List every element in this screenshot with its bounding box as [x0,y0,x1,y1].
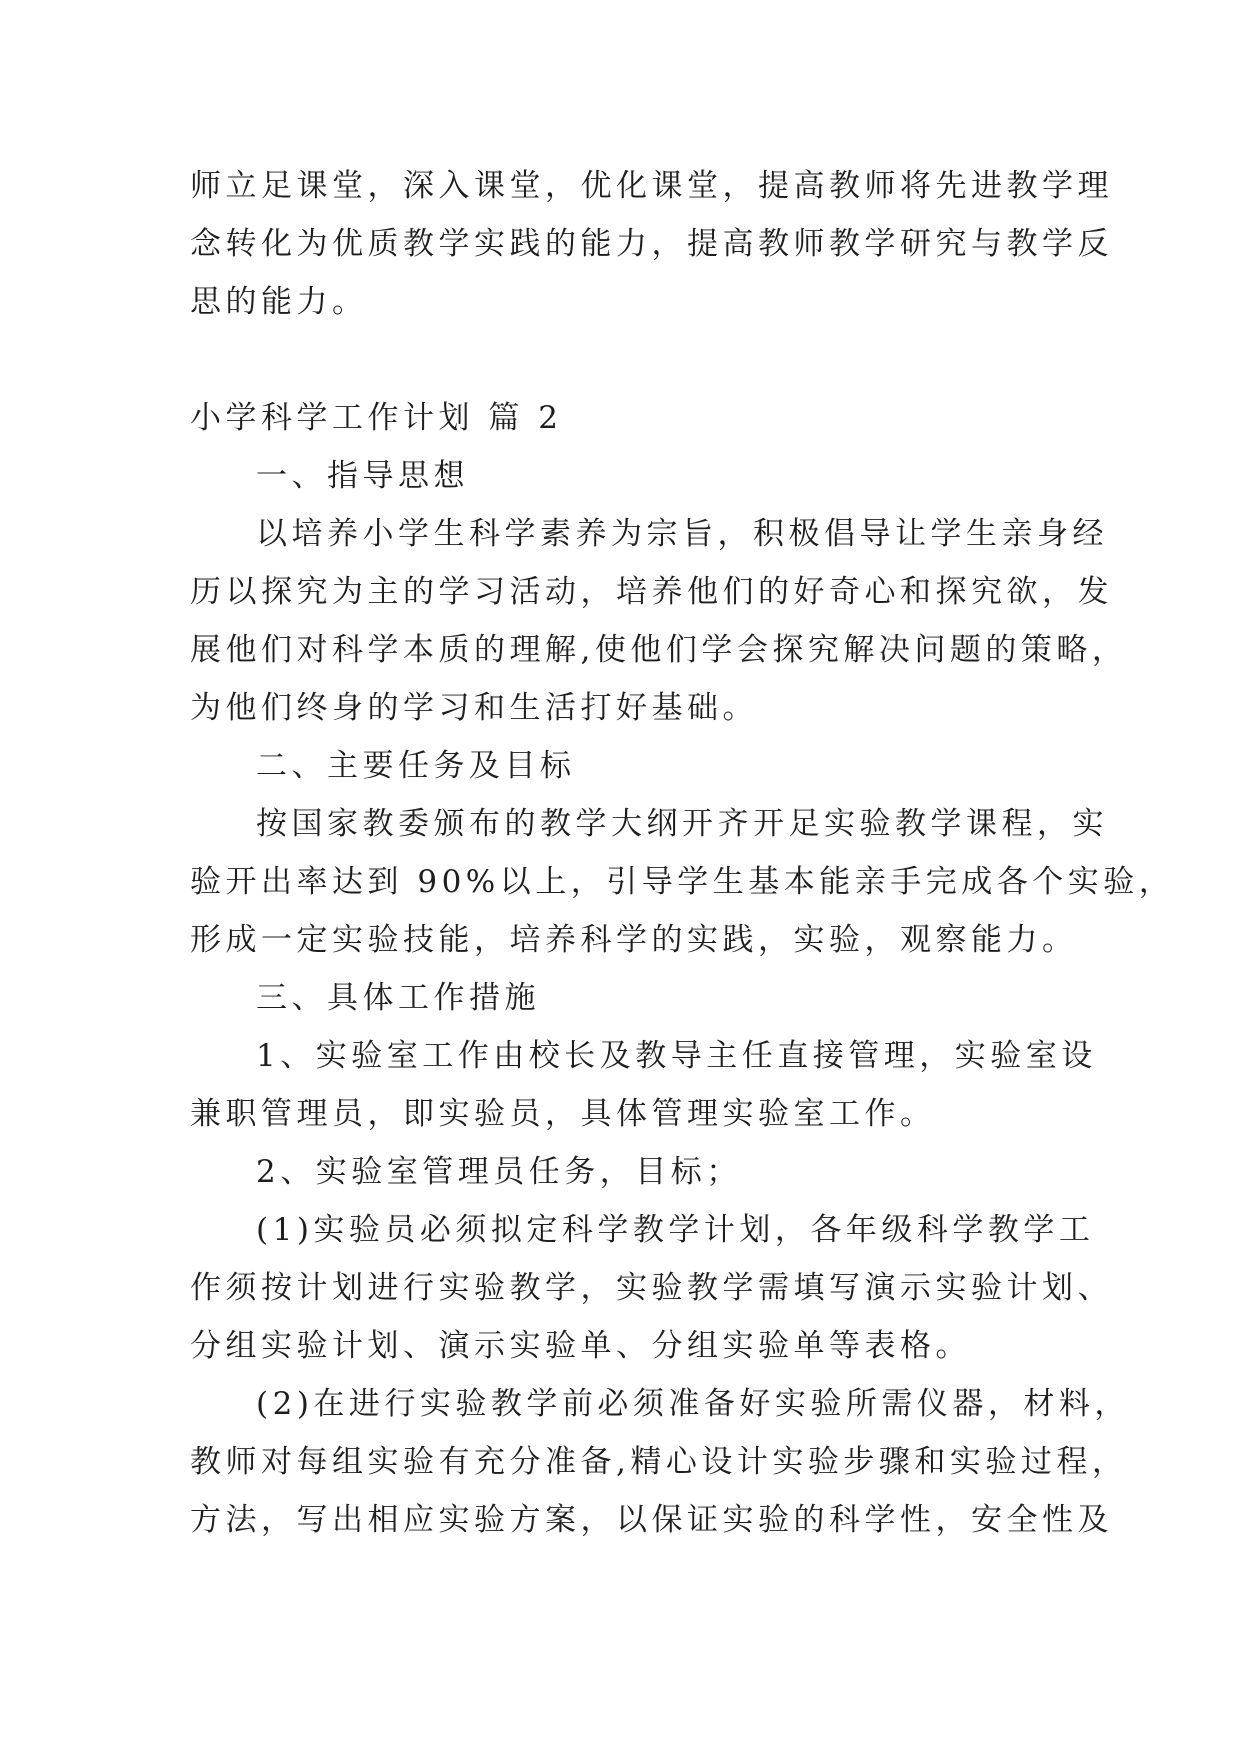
text-line: 方法，写出相应实验方案，以保证实验的科学性，安全性及 [190,1502,1113,1538]
text-line: 作须按计划进行实验教学，实验教学需填写演示实验计划、 [190,1270,1113,1306]
text-line: (2)在进行实验教学前必须准备好实验所需仪器，材料， [256,1386,1130,1422]
text-line: 分组实验计划、演示实验单、分组实验单等表格。 [190,1328,971,1364]
text-line: 验开出率达到 90%以上，引导学生基本能亲手完成各个实验， [190,864,1175,900]
text-line: 念转化为优质教学实践的能力，提高教师教学研究与教学反 [190,226,1113,262]
text-line: 教师对每组实验有充分准备,精心设计实验步骤和实验过程， [190,1444,1128,1480]
text-line: 1、实验室工作由校长及教导主任直接管理，实验室设 [256,1038,1097,1074]
text-line: 师立足课堂，深入课堂，优化课堂，提高教师将先进教学理 [190,168,1113,204]
text-line: 为他们终身的学习和生活打好基础。 [190,690,758,726]
text-line: 展他们对科学本质的理解,使他们学会探究解决问题的策略， [190,632,1128,668]
text-line: 兼职管理员，即实验员，具体管理实验室工作。 [190,1096,936,1132]
text-line: 以培养小学生科学素养为宗旨，积极倡导让学生亲身经 [256,516,1108,552]
text-line: 思的能力。 [190,284,368,320]
text-line: 形成一定实验技能，培养科学的实践，实验，观察能力。 [190,922,1078,958]
heading-measures: 三、具体工作措施 [256,980,540,1016]
section-title: 小学科学工作计划 篇 2 [190,400,563,436]
heading-main-tasks: 二、主要任务及目标 [256,748,576,784]
text-line: 历以探究为主的学习活动，培养他们的好奇心和探究欲，发 [190,574,1113,610]
text-line: (1)实验员必须拟定科学教学计划，各年级科学教学工 [256,1212,1095,1248]
text-line: 按国家教委颁布的教学大纲开齐开足实验教学课程，实 [256,806,1108,842]
heading-guiding-thought: 一、指导思想 [256,458,469,494]
text-line: 2、实验室管理员任务，目标； [256,1154,742,1190]
